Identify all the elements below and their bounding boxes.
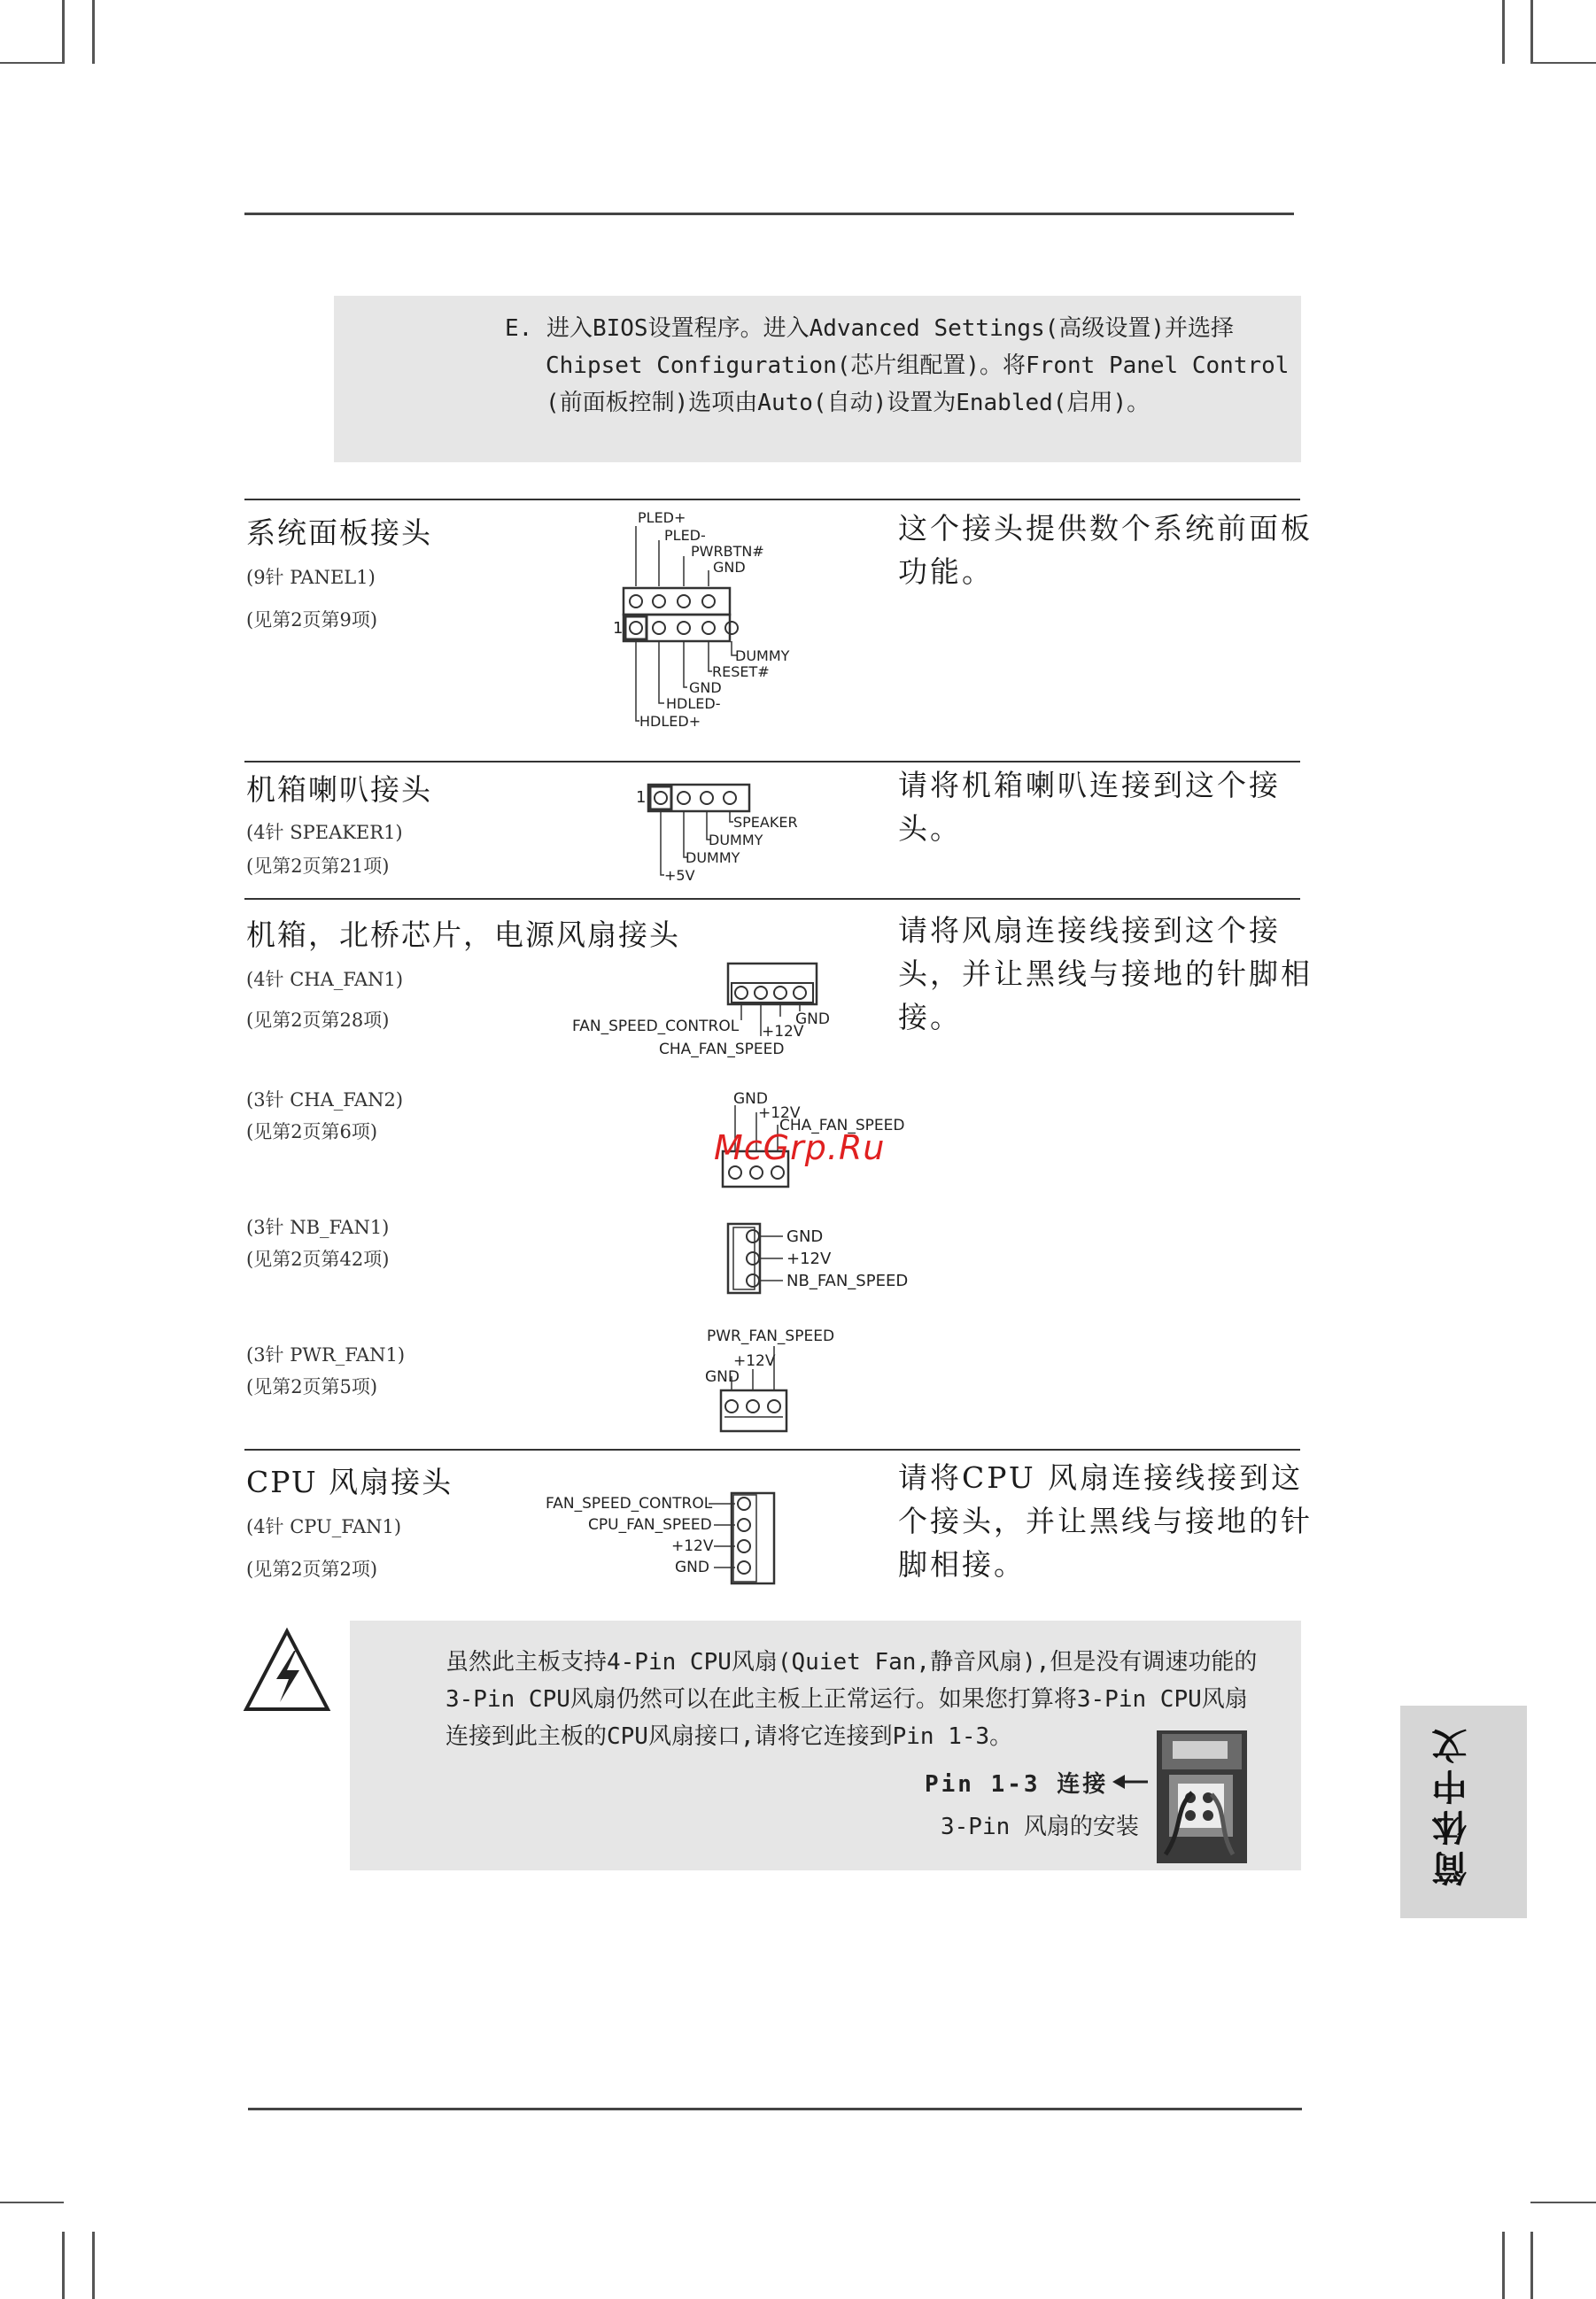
footer-rule	[248, 2108, 1302, 2110]
pwr-fan1-diagram	[700, 1321, 877, 1436]
label-gnd: GND	[733, 1090, 768, 1108]
section-separator	[244, 499, 1300, 500]
cha-fan1-ref: (见第2页第28项)	[246, 1010, 390, 1031]
label-speaker: SPEAKER	[733, 814, 798, 831]
label-pin1: 1	[636, 788, 647, 807]
language-tab-label: 简体中文	[1432, 1723, 1473, 1886]
header-rule	[244, 213, 1294, 215]
label-cha-fan-speed: CHA_FAN_SPEED	[659, 1041, 785, 1058]
label-gnd: GND	[705, 1368, 740, 1386]
label-12v: +12V	[733, 1352, 776, 1370]
crop-mark	[1502, 2232, 1505, 2299]
label-cpu-fan-speed: CPU_FAN_SPEED	[588, 1516, 712, 1534]
panel-desc: 这个接头提供数个系统前面板功能。	[898, 511, 1313, 589]
label-pled-minus: PLED-	[664, 527, 706, 544]
label-dummy: DUMMY	[686, 849, 740, 866]
label-nb-fan-speed: NB_FAN_SPEED	[786, 1272, 909, 1290]
label-fan-speed-control: FAN_SPEED_CONTROL	[572, 1018, 740, 1035]
cpu-fan-pins: (4针 CPU_FAN1)	[246, 1516, 402, 1537]
label-cha-fan-speed: CHA_FAN_SPEED	[779, 1117, 905, 1134]
crop-mark	[1530, 2232, 1533, 2299]
nb-fan1-ref: (见第2页第42项)	[246, 1249, 390, 1270]
speaker-desc: 请将机箱喇叭连接到这个接头。	[898, 768, 1281, 846]
bios-note-line: E. 进入BIOS设置程序。进入Advanced Settings(高级设置)并选择	[505, 315, 1234, 342]
speaker-header-diagram	[629, 776, 824, 886]
label-gnd: GND	[675, 1559, 709, 1576]
label-hdled-plus: HDLED+	[639, 713, 701, 730]
pin-connect-label: Pin 1-3 连接	[925, 1771, 1109, 1798]
cpu-fan-title: CPU 风扇接头	[246, 1465, 453, 1499]
cha-fan1-pins: (4针 CHA_FAN1)	[246, 969, 404, 990]
crop-mark	[62, 2232, 65, 2299]
fans-desc: 请将风扇连接线接到这个接头，并让黑线与接地的针脚相接。	[898, 913, 1313, 1034]
warning-line: 虽然此主板支持4-Pin CPU风扇(Quiet Fan,静音风扇),但是没有调速功能的	[445, 1649, 1258, 1676]
label-pwr-fan-speed: PWR_FAN_SPEED	[707, 1328, 835, 1345]
cha-fan2-ref: (见第2页第6项)	[246, 1121, 378, 1142]
panel-pins: (9针 PANEL1)	[246, 567, 376, 588]
section-separator	[244, 898, 1300, 900]
label-12v: +12V	[786, 1250, 832, 1268]
bios-note-line: Chipset Configuration(芯片组配置)。将Front Panel Control	[546, 352, 1290, 379]
install-caption: 3-Pin 风扇的安装	[941, 1814, 1139, 1840]
warning-icon	[241, 1626, 333, 1716]
label-gnd: GND	[795, 1010, 830, 1028]
section-separator	[244, 761, 1300, 762]
crop-mark	[1530, 2202, 1596, 2203]
label-pin1: 1	[613, 619, 624, 638]
crop-mark	[1530, 0, 1533, 64]
pwr-fan1-pins: (3针 PWR_FAN1)	[246, 1344, 406, 1366]
crop-mark	[1530, 62, 1596, 64]
crop-mark	[62, 0, 65, 64]
label-pwrbtn: PWRBTN#	[691, 543, 764, 560]
label-dummy: DUMMY	[709, 832, 763, 848]
label-dummy: DUMMY	[735, 647, 790, 664]
watermark: McGrp.Ru	[714, 1128, 886, 1167]
crop-mark	[92, 2232, 95, 2299]
crop-mark	[1502, 0, 1505, 64]
section-separator	[244, 1449, 1300, 1451]
label-gnd-bottom: GND	[689, 679, 722, 696]
label-12v: +12V	[762, 1023, 804, 1041]
label-12v: +12V	[758, 1104, 801, 1122]
cpu-fan-desc: 请将CPU 风扇连接线接到这个接头，并让黑线与接地的针脚相接。	[898, 1460, 1313, 1582]
nb-fan1-diagram	[721, 1220, 934, 1297]
crop-mark	[0, 2202, 64, 2203]
label-5v: +5V	[664, 867, 695, 884]
label-hdled-minus: HDLED-	[666, 695, 721, 712]
label-fan-speed-control: FAN_SPEED_CONTROL	[546, 1495, 713, 1513]
warning-line: 连接到此主板的CPU风扇接口,请将它连接到Pin 1-3。	[445, 1723, 1013, 1750]
cha-fan1-diagram	[567, 960, 850, 1063]
crop-mark	[92, 0, 95, 64]
nb-fan1-pins: (3针 NB_FAN1)	[246, 1217, 390, 1238]
label-gnd-top: GND	[713, 559, 746, 576]
label-pled-plus: PLED+	[638, 509, 686, 526]
cpu-fan-diagram	[540, 1490, 779, 1587]
panel-title: 系统面板接头	[246, 515, 432, 550]
speaker-pins: (4针 SPEAKER1)	[246, 822, 403, 843]
arrow-left-icon	[1111, 1771, 1150, 1792]
cha-fan2-pins: (3针 CHA_FAN2)	[246, 1089, 404, 1111]
pwr-fan1-ref: (见第2页第5项)	[246, 1376, 378, 1397]
panel-ref: (见第2页第9项)	[246, 609, 378, 631]
speaker-ref: (见第2页第21项)	[246, 855, 390, 877]
panel-header-diagram	[602, 505, 815, 735]
label-gnd: GND	[786, 1227, 824, 1246]
label-reset: RESET#	[712, 663, 770, 680]
crop-mark	[0, 62, 64, 64]
cpu-fan-ref: (见第2页第2项)	[246, 1559, 378, 1580]
warning-line: 3-Pin CPU风扇仍然可以在此主板上正常运行。如果您打算将3-Pin CPU风扇	[445, 1686, 1248, 1713]
bios-note-line: (前面板控制)选项由Auto(自动)设置为Enabled(启用)。	[546, 390, 1151, 416]
fans-title: 机箱，北桥芯片，电源风扇接头	[246, 917, 680, 952]
label-12v: +12V	[671, 1537, 714, 1555]
fan-install-photo	[1157, 1730, 1247, 1863]
speaker-title: 机箱喇叭接头	[246, 772, 432, 807]
